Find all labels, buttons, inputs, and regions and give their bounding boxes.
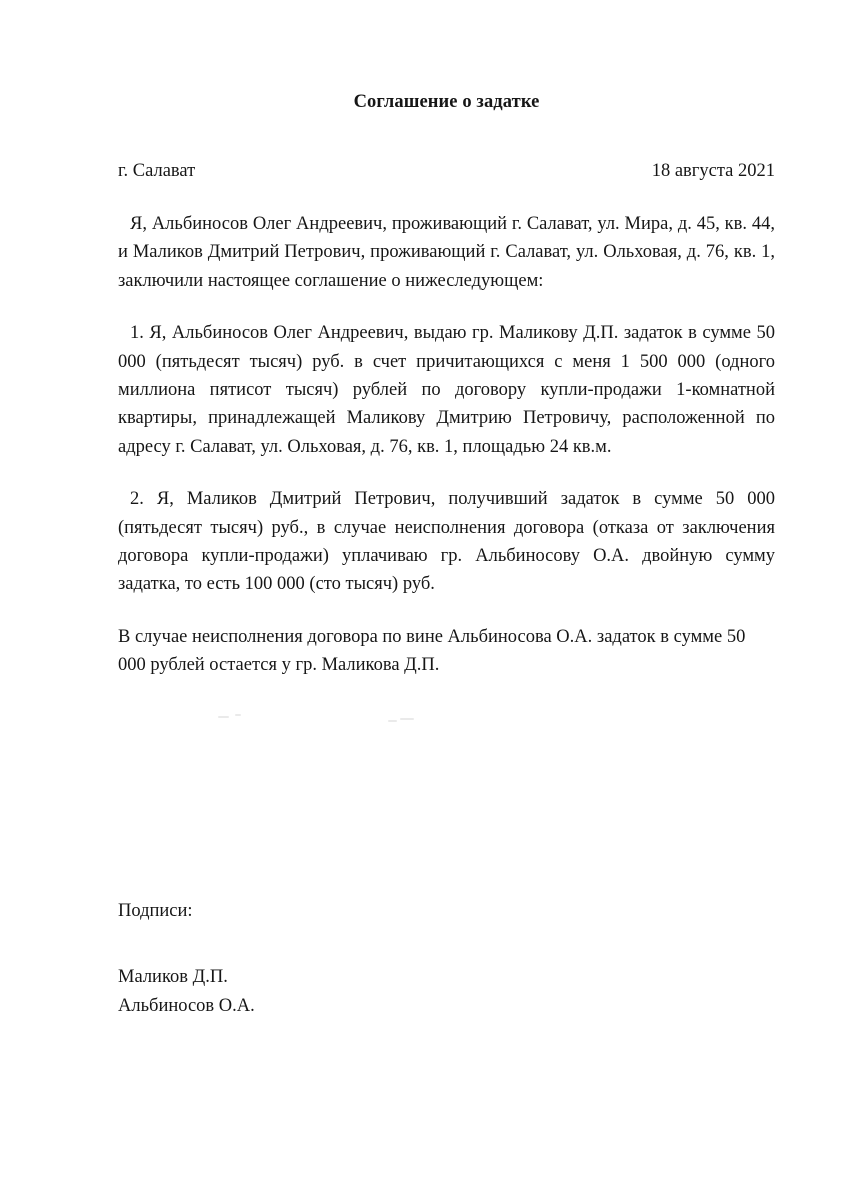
paragraph-spacer (118, 599, 775, 623)
paragraph-spacer (118, 461, 775, 485)
intro-paragraph: Я, Альбиносов Олег Андреевич, проживающий г. Салават, ул. Мира, д. 45, кв. 44, и Маликов Дмитрий Петрович, проживающий г. Салават, ул. Ольховая, д. 76, кв. 1, заключили настоящее соглашение о нижеследующем: (118, 214, 775, 291)
scan-artifact (218, 716, 229, 718)
signature-heading: Подписи: (118, 901, 193, 921)
closing-paragraph: В случае неисполнения договора по вине Альбиносова О.А. задаток в сумме 50 000 рублей остается у гр. Маликова Д.П. (118, 626, 746, 676)
page-title: Соглашение о задатке (353, 92, 540, 113)
signature-block (118, 897, 518, 1020)
signature-name-albinosov: Альбиносов О.А. (118, 995, 255, 1016)
document-body (118, 210, 775, 680)
document-place: г. Салават (118, 161, 196, 181)
clause-1-paragraph: 1. Я, Альбиносов Олег Андреевич, выдаю гр. Маликову Д.П. задаток в сумме 50 000 (пятьдесят тысяч) руб. в счет причитающихся с меня 1 500 000 (одного миллиона пятисот тысяч) рублей по договору купли-продажи 1-комнатной квартиры, принадлежащей Маликову Дмитрию Петровичу, расположенной по адресу г. Салават, ул. Ольховая, д. 76, кв. 1, площадью 24 кв.м. (118, 323, 775, 457)
paragraph-spacer (118, 295, 775, 319)
scan-artifact (400, 718, 414, 720)
scan-artifact (388, 720, 397, 722)
signature-names (118, 963, 518, 1020)
document-meta-row (118, 160, 775, 183)
signature-name-malikov: Маликов Д.П. (118, 967, 228, 988)
scan-artifact (235, 714, 241, 716)
document-date: 18 августа 2021 (651, 161, 775, 181)
clause-2-paragraph: 2. Я, Маликов Дмитрий Петрович, получивший задаток в сумме 50 000 (пятьдесят тысяч) руб., в случае неисполнения договора (отказа от заключения договора купли-продажи) уплачиваю гр. Альбиносову О.А. двойную сумму задатка, то есть 100 000 (сто тысяч) руб. (118, 489, 775, 595)
